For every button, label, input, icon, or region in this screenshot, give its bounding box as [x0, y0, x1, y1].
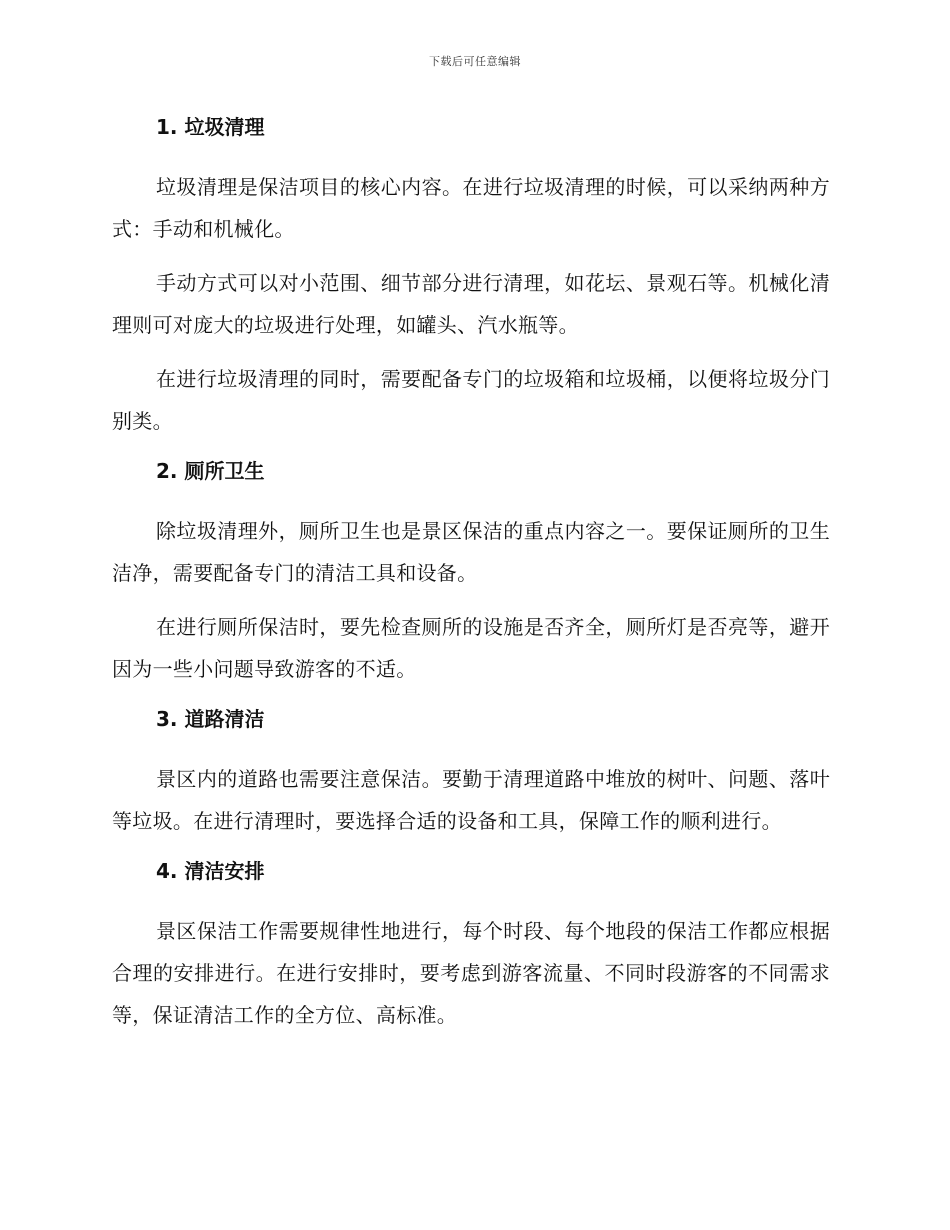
- section-garbage-cleanup: [112, 110, 830, 442]
- paragraph: 垃圾清理是保洁项目的核心内容。在进行垃圾清理的时候，可以采纳两种方式：手动和机械化。: [112, 175, 830, 241]
- paragraph: 手动方式可以对小范围、细节部分进行清理，如花坛、景观石等。机械化清理则可对庞大的垃圾进行处理，如罐头、汽水瓶等。: [112, 271, 830, 337]
- paragraph: 景区保洁工作需要规律性地进行，每个时段、每个地段的保洁工作都应根据合理的安排进行。在进行安排时，要考虑到游客流量、不同时段游客的不同需求等，保证清洁工作的全方位、高标准。: [112, 919, 830, 1027]
- section-heading: 3. 道路清洁: [156, 707, 265, 731]
- paragraph: 除垃圾清理外，厕所卫生也是景区保洁的重点内容之一。要保证厕所的卫生洁净，需要配备专门的清洁工具和设备。: [112, 519, 830, 585]
- header-note: 下载后可任意编辑: [429, 55, 521, 68]
- paragraph: 在进行厕所保洁时，要先检查厕所的设施是否齐全，厕所灯是否亮等，避开因为一些小问题导致游客的不适。: [112, 615, 830, 681]
- paragraph: 景区内的道路也需要注意保洁。要勤于清理道路中堆放的树叶、问题、落叶等垃圾。在进行清理时，要选择合适的设备和工具，保障工作的顺利进行。: [112, 767, 830, 833]
- section-cleaning-schedule: [112, 854, 830, 1036]
- section-heading: 2. 厕所卫生: [156, 459, 265, 483]
- section-heading: 1. 垃圾清理: [156, 115, 265, 139]
- section-toilet-hygiene: [112, 454, 830, 690]
- paragraph: 在进行垃圾清理的同时，需要配备专门的垃圾箱和垃圾桶，以便将垃圾分门别类。: [112, 367, 830, 433]
- section-heading: 4. 清洁安排: [156, 859, 265, 883]
- section-road-cleaning: [112, 702, 830, 842]
- document-body: [112, 110, 830, 1048]
